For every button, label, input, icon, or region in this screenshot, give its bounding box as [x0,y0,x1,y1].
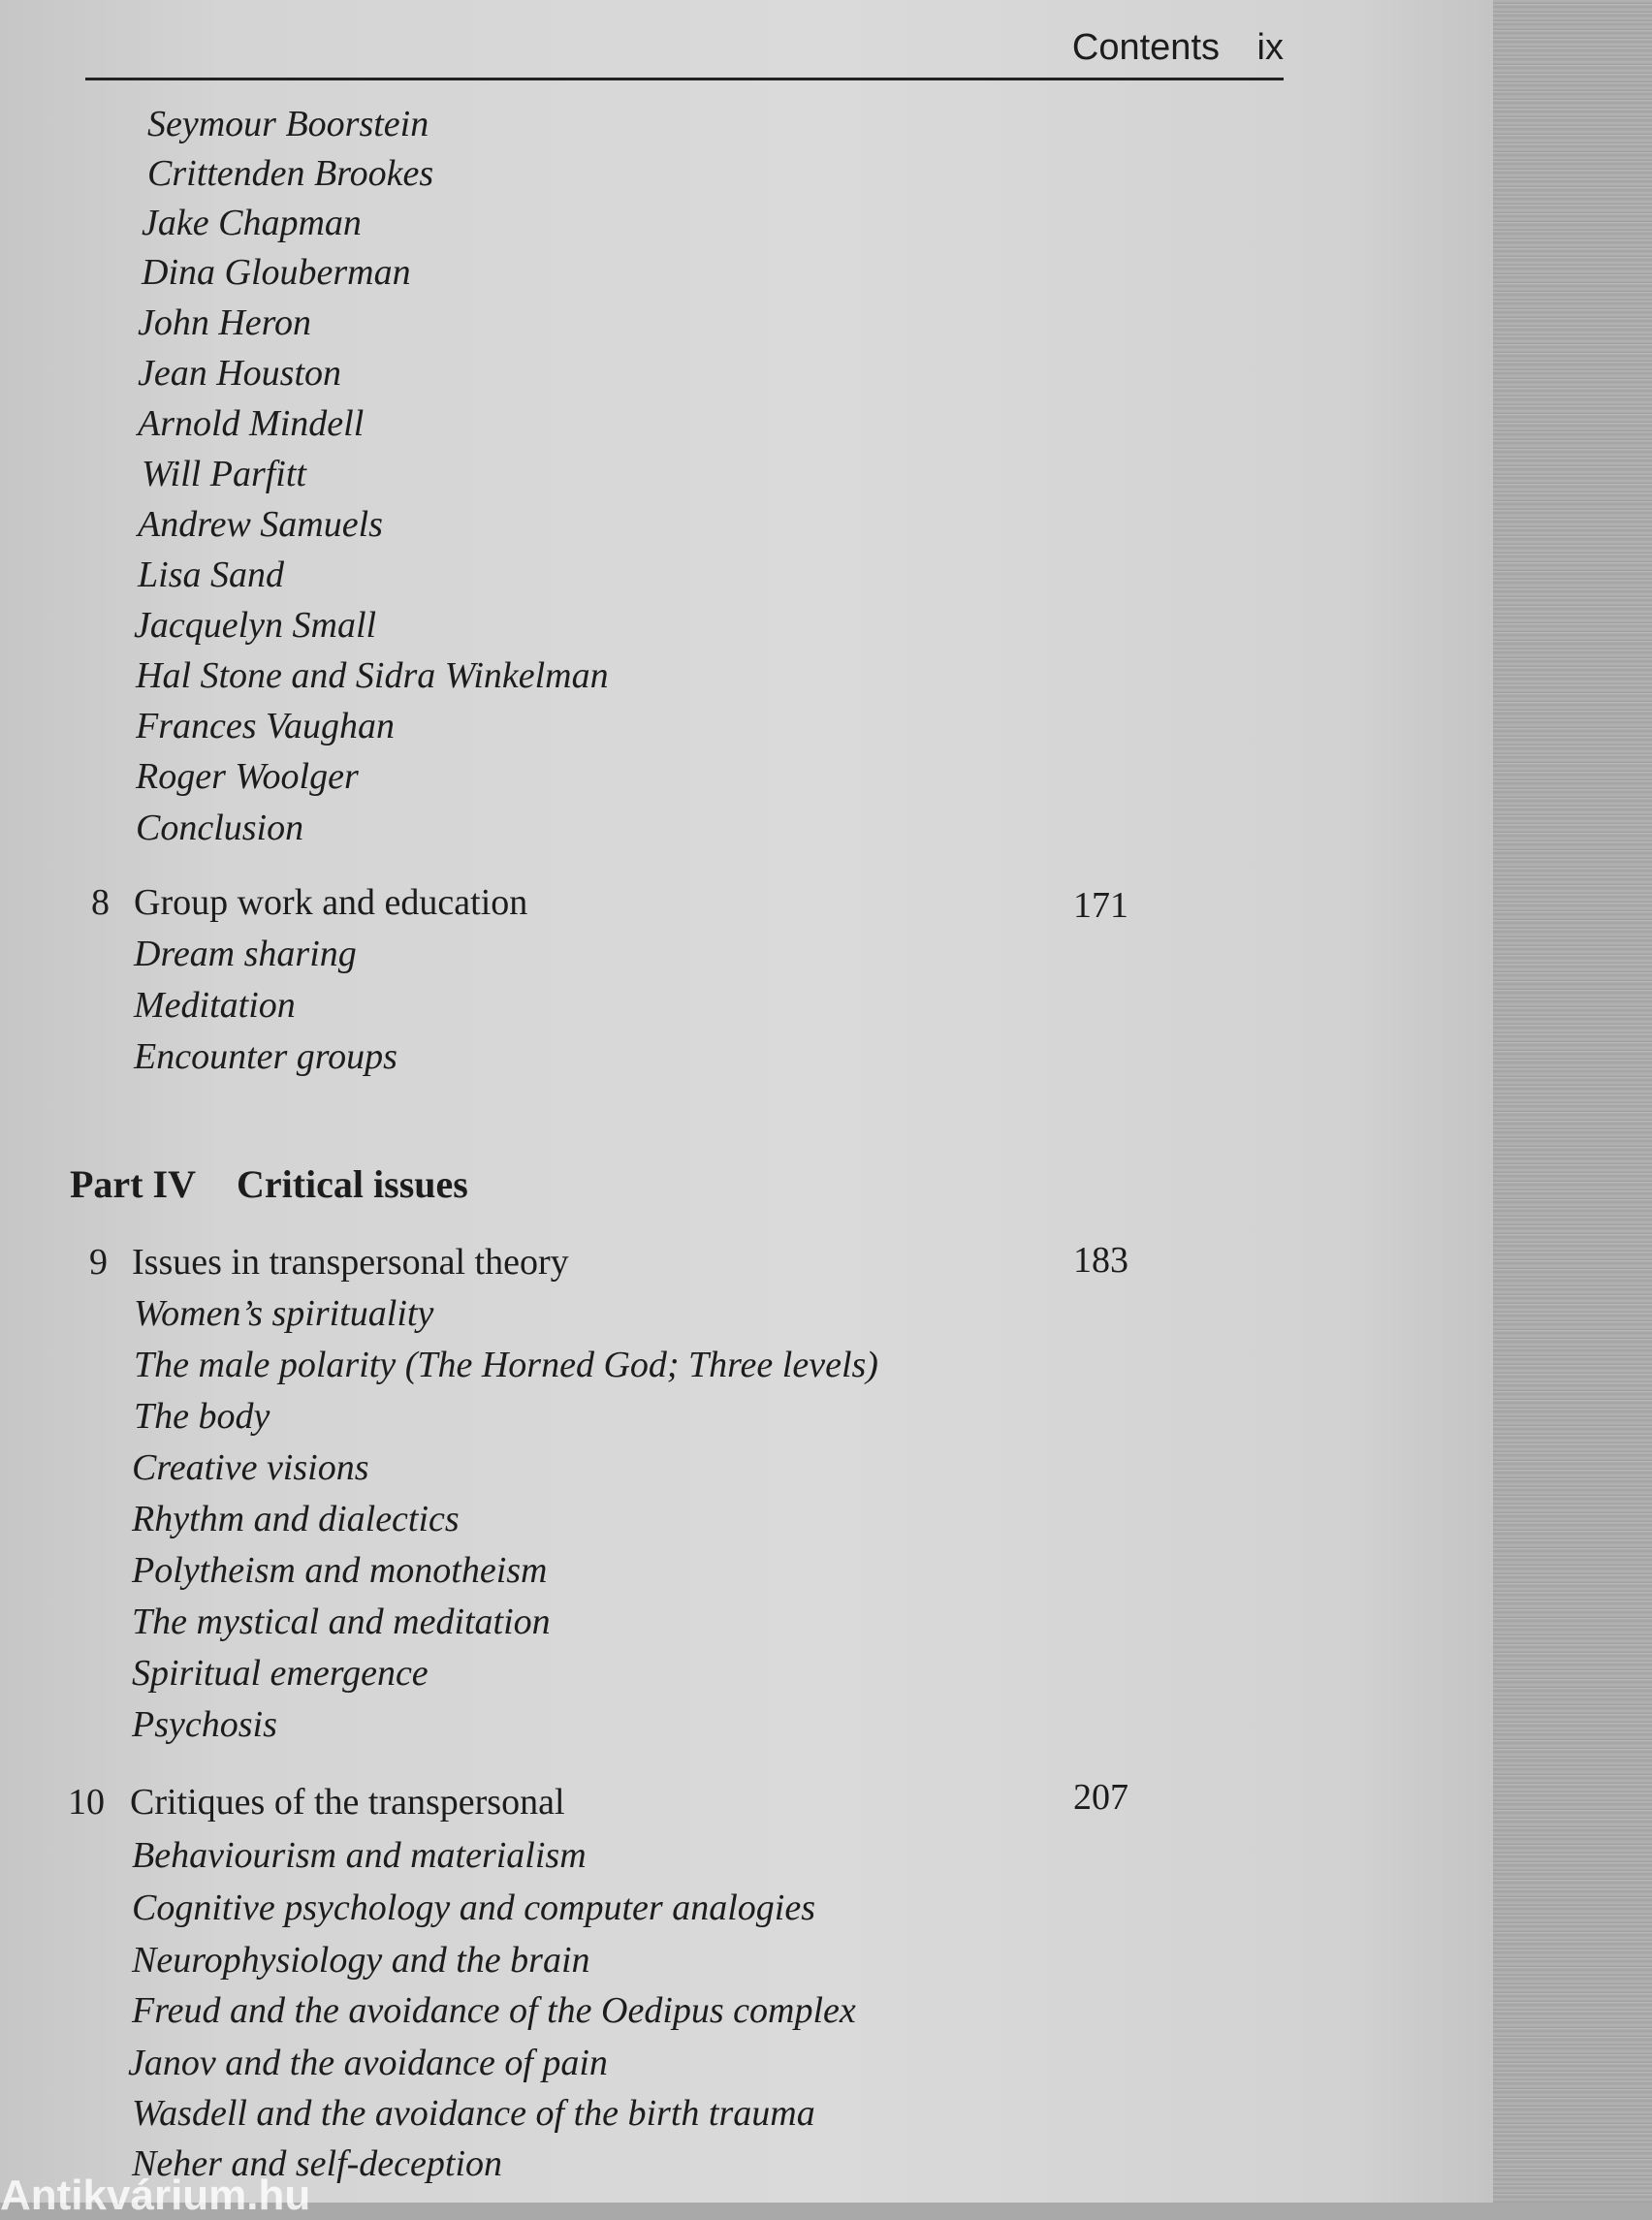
part-title: Critical issues [236,1162,468,1206]
chapter-number: 9 [89,1242,108,1283]
section-item: Wasdell and the avoidance of the birth trauma [132,2093,815,2134]
section-item: Cognitive psychology and computer analogies [132,1887,815,1928]
list-item: Frances Vaughan [136,706,396,746]
page-edge-background [1493,0,1652,2203]
list-item: Jake Chapman [142,203,362,243]
list-item: Conclusion [136,808,304,848]
section-item: Janov and the avoidance of pain [128,2043,608,2083]
running-title: Contents [1071,27,1220,68]
chapter-number: 10 [68,1782,105,1823]
section-item: Dream sharing [134,934,357,974]
list-item: John Heron [138,302,312,343]
part-heading [70,1161,468,1207]
list-item: Seymour Boorstein [147,104,429,144]
section-item: Psychosis [132,1704,277,1745]
page-number: ix [1256,27,1284,68]
list-item: Lisa Sand [138,555,284,595]
section-item: The male polarity (The Horned God; Three levels) [134,1345,878,1385]
watermark-logo: Antikvárium.hu [0,2172,311,2219]
list-item: Crittenden Brookes [147,153,434,194]
part-label: Part IV [70,1162,196,1206]
chapter-number: 8 [91,882,110,923]
section-item: Encounter groups [134,1036,397,1077]
section-item: Behaviourism and materialism [132,1835,587,1876]
list-item: Will Parfitt [142,454,306,494]
list-item: Arnold Mindell [138,403,365,444]
section-item: Creative visions [132,1447,369,1488]
chapter-page-number: 171 [1073,885,1128,926]
page-header [85,21,1284,80]
chapter-page-number: 207 [1073,1777,1128,1818]
list-item: Jacquelyn Small [134,605,377,646]
list-item: Andrew Samuels [138,504,383,545]
section-item: Rhythm and dialectics [132,1499,460,1539]
chapter-title: Issues in transpersonal theory [132,1242,569,1283]
chapter-title: Group work and education [134,882,528,923]
list-item: Hal Stone and Sidra Winkelman [136,655,609,696]
section-item: Spiritual emergence [132,1653,429,1694]
section-item: The body [134,1396,270,1437]
section-item: Freud and the avoidance of the Oedipus complex [132,1990,856,2031]
section-item: Polytheism and monotheism [132,1550,548,1591]
section-item: The mystical and meditation [132,1602,551,1642]
chapter-title: Critiques of the transpersonal [130,1782,565,1823]
list-item: Jean Houston [138,353,342,394]
section-item: Meditation [134,985,296,1026]
section-item: Women’s spirituality [134,1293,434,1334]
section-item: Neurophysiology and the brain [132,1940,590,1981]
list-item: Dina Glouberman [142,252,411,293]
section-item: Neher and self-deception [132,2143,503,2184]
chapter-page-number: 183 [1073,1240,1128,1281]
list-item: Roger Woolger [136,756,359,797]
